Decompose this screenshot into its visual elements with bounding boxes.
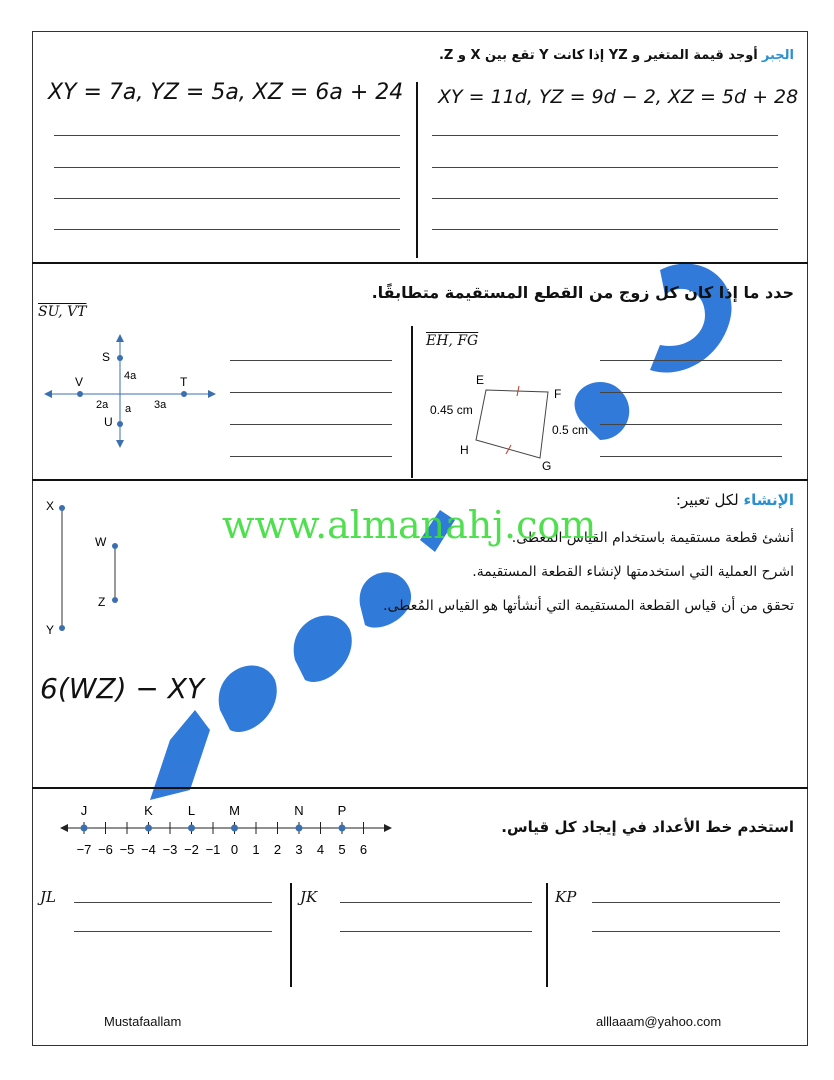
- number-line-point-label: M: [229, 803, 240, 818]
- answer-line[interactable]: [54, 198, 400, 199]
- section1-divider: [416, 82, 418, 258]
- point-z: [112, 597, 118, 603]
- answer-line[interactable]: [54, 135, 400, 136]
- section4-instruction: استخدم خط الأعداد في إيجاد كل قياس.: [501, 818, 794, 836]
- section1-instruction: أوجد قيمة المتغير و YZ إذا كانت Y تقع بين X و Z.: [438, 48, 758, 63]
- number-line-tick-label: 1: [252, 842, 260, 857]
- pair-right: EH, FG: [426, 333, 479, 349]
- answer-line[interactable]: [592, 902, 780, 903]
- length-3a: 3a: [154, 399, 167, 411]
- number-line-point-n: [296, 825, 303, 832]
- figure-segments-xy-wz: [40, 494, 140, 640]
- answer-line[interactable]: [600, 392, 782, 393]
- number-line-tick-label: 2: [273, 842, 282, 857]
- section1-label: الجبر: [761, 48, 794, 63]
- length-4a: 4a: [124, 370, 137, 382]
- answer-line[interactable]: [230, 360, 392, 361]
- answer-label-jk: JK: [300, 888, 318, 906]
- number-line-tick-label: −4: [141, 842, 156, 857]
- figure-cross-segments: [38, 328, 228, 450]
- section3-expression: 6(WZ) − XY: [40, 672, 205, 705]
- length-left: 0.45 cm: [430, 403, 473, 417]
- label-t: T: [180, 375, 188, 389]
- section3-label-rest: لكل تعبير:: [675, 491, 739, 509]
- point-x: [59, 505, 65, 511]
- number-line-tick-label: −2: [184, 842, 199, 857]
- section1-left-expression: XY = 7a, YZ = 5a, XZ = 6a + 24: [48, 80, 404, 105]
- point-t: [181, 391, 187, 397]
- number-line-point-label: K: [144, 803, 153, 818]
- section3-label: الإنشاء: [743, 491, 794, 509]
- label-e: E: [476, 373, 485, 387]
- answer-line[interactable]: [54, 229, 400, 230]
- label-y: Y: [46, 623, 55, 637]
- label-f: F: [554, 387, 562, 401]
- answer-line[interactable]: [230, 392, 392, 393]
- answer-line[interactable]: [432, 229, 778, 230]
- section-divider: [32, 262, 808, 264]
- point-s: [117, 355, 123, 361]
- section1-instruction-row: [94, 48, 794, 63]
- label-g: G: [542, 459, 552, 472]
- answer-line[interactable]: [230, 424, 392, 425]
- answer-line[interactable]: [600, 424, 782, 425]
- answer-line[interactable]: [432, 198, 778, 199]
- number-line-point-l: [188, 825, 195, 832]
- number-line-point-label: N: [294, 803, 304, 818]
- number-line-point-m: [231, 825, 238, 832]
- number-line-tick-label: −3: [162, 842, 178, 857]
- section3-line1: أنشئ قطعة مستقيمة باستخدام القياس المعطى.: [511, 530, 794, 546]
- section-divider: [32, 479, 808, 481]
- section2-divider: [411, 326, 413, 478]
- number-line-point-j: [81, 825, 88, 832]
- point-y: [59, 625, 65, 631]
- label-s: S: [102, 350, 111, 364]
- number-line-tick-label: 4: [316, 842, 325, 857]
- number-line-tick-label: −7: [76, 842, 92, 857]
- number-line-tick-label: 0: [230, 842, 239, 857]
- number-line: [56, 798, 396, 866]
- answer-line[interactable]: [600, 456, 782, 457]
- answer-line[interactable]: [54, 167, 400, 168]
- answer-line[interactable]: [74, 902, 272, 903]
- answer-line[interactable]: [340, 902, 532, 903]
- footer-author: Mustafaallam: [104, 1014, 182, 1029]
- number-line-tick-label: −5: [119, 842, 135, 857]
- footer-email: alllaaam@yahoo.com: [596, 1014, 722, 1029]
- answer-line[interactable]: [600, 360, 782, 361]
- section4-divider: [290, 883, 292, 987]
- watermark-url: www.almanahj.com: [222, 503, 597, 547]
- length-2a: 2a: [96, 399, 109, 411]
- section4-divider: [546, 883, 548, 987]
- point-v: [77, 391, 83, 397]
- point-w: [112, 543, 118, 549]
- pair-left: SU, VT: [38, 304, 87, 320]
- number-line-tick-label: −6: [98, 842, 113, 857]
- point-u: [117, 421, 123, 427]
- length-a: a: [125, 403, 132, 415]
- figure-quadrilateral: [428, 368, 598, 472]
- number-line-tick-label: 5: [338, 842, 346, 857]
- length-right: 0.5 cm: [552, 423, 589, 437]
- number-line-tick-label: −1: [205, 842, 221, 857]
- number-line-point-k: [145, 825, 152, 832]
- section-divider: [32, 787, 808, 789]
- label-z: Z: [98, 595, 106, 609]
- answer-line[interactable]: [432, 135, 778, 136]
- answer-line[interactable]: [230, 456, 392, 457]
- section3-line2: اشرح العملية التي استخدمتها لإنشاء القطعة المستقيمة.: [472, 564, 794, 580]
- label-u: U: [104, 415, 113, 429]
- answer-line[interactable]: [340, 931, 532, 932]
- answer-label-kp: KP: [555, 888, 577, 906]
- number-line-tick-label: 6: [359, 842, 368, 857]
- section3-line3: تحقق من أن قياس القطعة المستقيمة التي أنشأتها هو القياس المُعطى.: [383, 598, 794, 614]
- number-line-tick-label: 3: [295, 842, 303, 857]
- answer-label-jl: JL: [40, 888, 56, 906]
- section2-instruction: حدد ما إذا كان كل زوج من القطع المستقيمة متطابقًا.: [371, 283, 794, 302]
- answer-line[interactable]: [432, 167, 778, 168]
- number-line-point-p: [339, 825, 346, 832]
- answer-line[interactable]: [74, 931, 272, 932]
- label-v: V: [75, 375, 84, 389]
- answer-line[interactable]: [592, 931, 780, 932]
- number-line-point-label: L: [187, 803, 196, 818]
- label-h: H: [460, 443, 469, 457]
- number-line-point-label: P: [337, 803, 347, 818]
- number-line-point-label: J: [80, 803, 88, 818]
- label-x: X: [46, 499, 55, 513]
- section1-right-expression: XY = 11d, YZ = 9d − 2, XZ = 5d + 28: [438, 86, 799, 108]
- label-w: W: [95, 535, 107, 549]
